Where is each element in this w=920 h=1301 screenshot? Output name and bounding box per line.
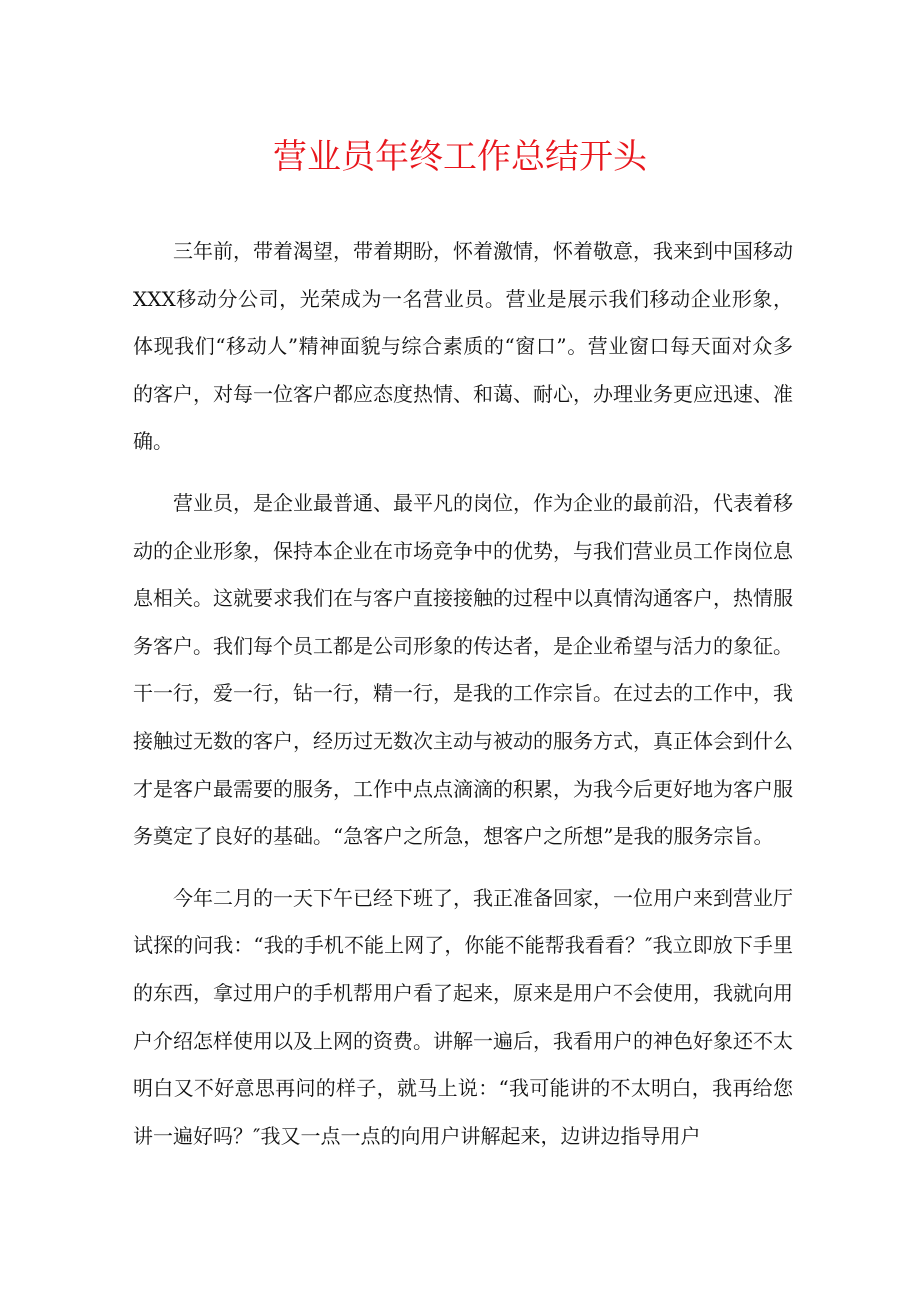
paragraph-1: 三年前，带着渴望，带着期盼，怀着激情，怀着敬意，我来到中国移动XXX移动分公司，光荣成为一名营业员。营业是展示我们移动企业形象，体现我们“移动人”精神面貌与综合素质的“窗口”。营业窗口每天面对众多的客户，对每一位客户都应态度热情、和蔼、耐心，办理业务更应迅速、准确。 xyxy=(133,239,793,454)
document-title: 营业员年终工作总结开头 xyxy=(273,137,647,177)
paragraph-3: 今年二月的一天下午已经下班了，我正准备回家，一位用户来到营业厅试探的问我：“我的手机不能上网了，你能不能帮我看看？″我立即放下手里的东西，拿过用户的手机帮用户看了起来，原来是用户不会使用，我就向用户介绍怎样使用以及上网的资费。讲解一遍后，我看用户的神色好象还不太明白又不好意思再问的样子，就马上说：“我可能讲的不太明白，我再给您讲一遍好吗？″我又一点一点的向用户讲解起来，边讲边指导用户 xyxy=(133,885,793,1148)
paragraph-2: 营业员，是企业最普通、最平凡的岗位，作为企业的最前沿，代表着移动的企业形象，保持本企业在市场竞争中的优势，与我们营业员工作岗位息息相关。这就要求我们在与客户直接接触的过程中以真情沟通客户，热情服务客户。我们每个员工都是公司形象的传达者，是企业希望与活力的象征。干一行，爱一行，钻一行，精一行，是我的工作宗旨。在过去的工作中，我接触过无数的客户，经历过无数次主动与被动的服务方式，真正体会到什么才是客户最需要的服务，工作中点点滴滴的积累，为我今后更好地为客户服务奠定了良好的基础。“急客户之所急，想客户之所想”是我的服务宗旨。 xyxy=(133,490,793,849)
document-body xyxy=(133,228,793,1174)
